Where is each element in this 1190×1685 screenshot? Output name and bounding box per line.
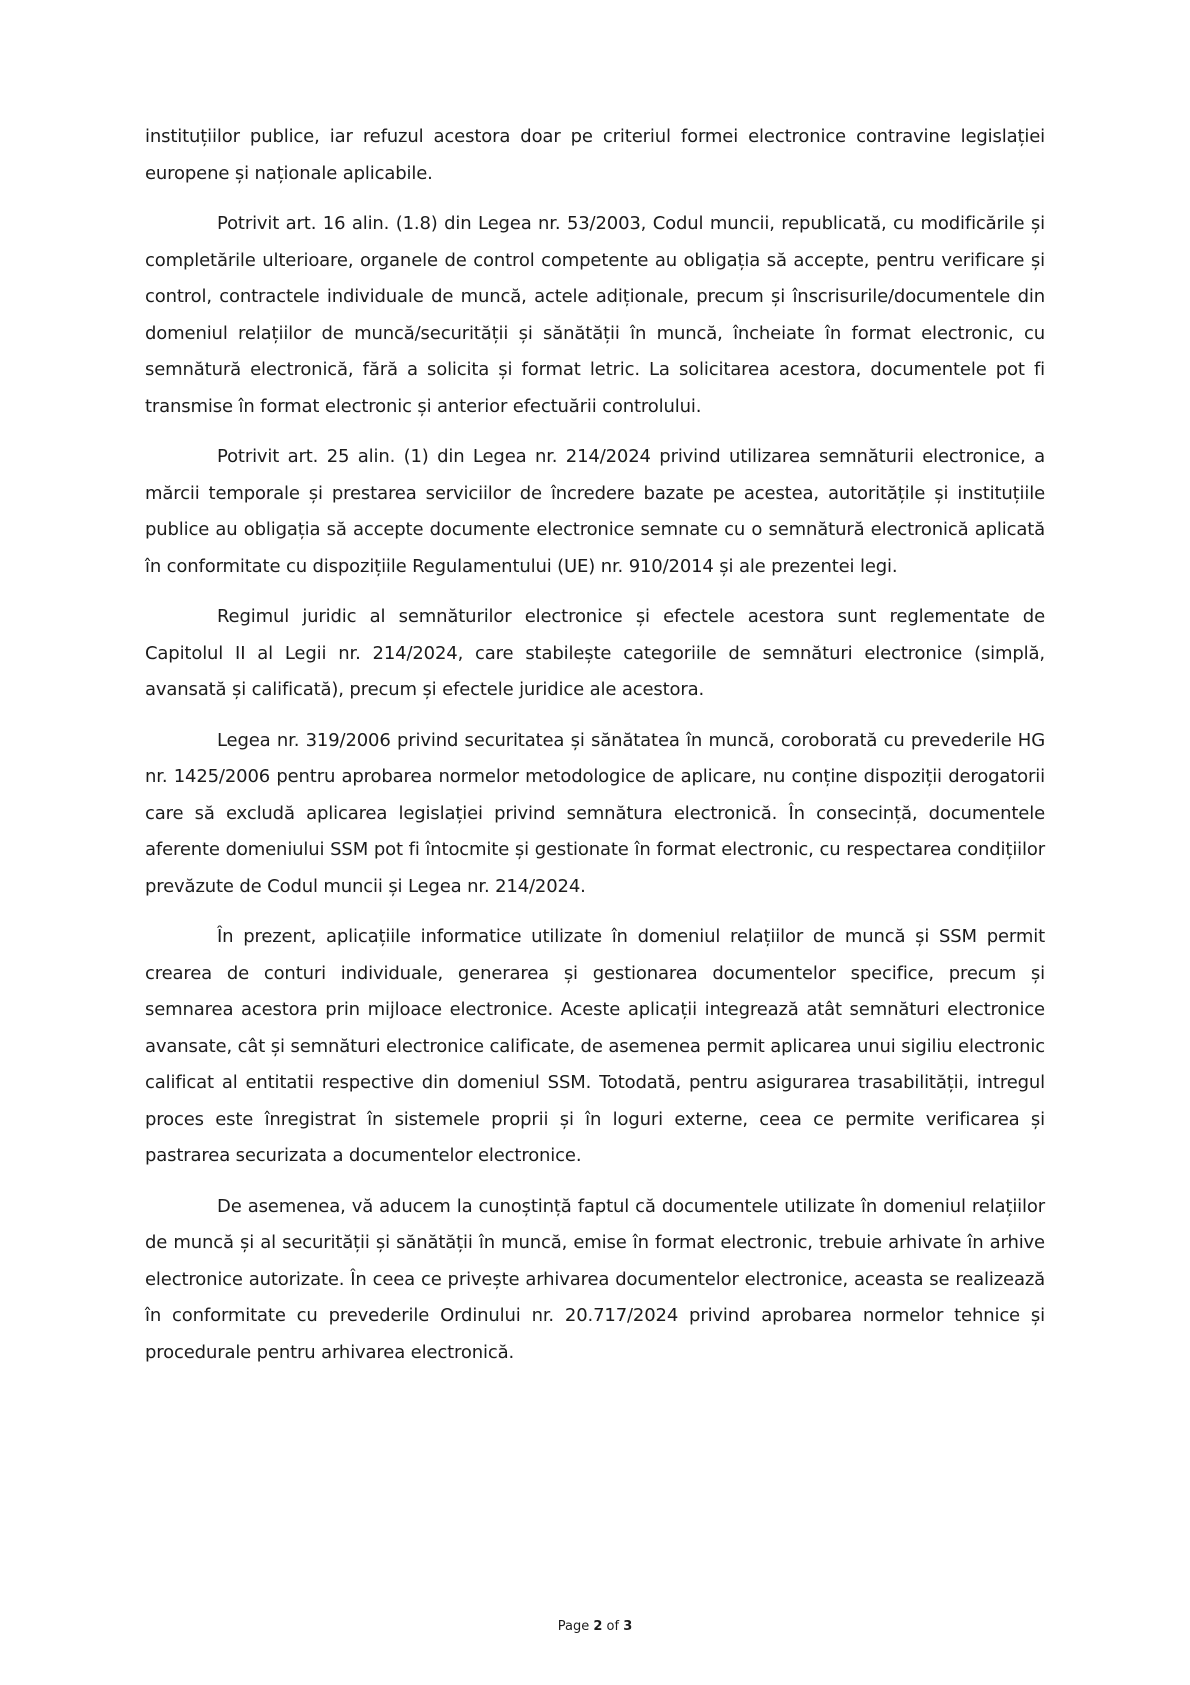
paragraph-arhivare: De asemenea, vă aducem la cunoștință faptul că documentele utilizate în domeniul relațiilor de muncă și al securității și sănătății în muncă, emise în format electronic, trebuie arhivate în arhive electronice autorizate. În ceea ce privește arhivarea documentelor electronice, aceasta se realizează în conformitate cu prevederile Ordinului nr. 20.717/2024 privind aprobarea normelor tehnice și procedurale pentru arhivarea electronică. [145,1195,1045,1363]
paragraph-continuation: instituțiilor publice, iar refuzul acestora doar pe criteriul formei electronice contravine legislației europene și naționale aplicabile. [145,126,1045,184]
total-pages-number: 3 [623,1619,633,1634]
current-page-number: 2 [593,1619,603,1634]
page-word: Page [557,1619,590,1634]
paragraph-aplicatii-informatice: În prezent, aplicațiile informatice utilizate în domeniul relațiilor de muncă și SSM permit crearea de conturi individuale, generarea și gestionarea documentelor specifice, precum și semnarea acestora prin mijloace electronice. Aceste aplicații integrează atât semnături electronice avansate, cât și semnături electronice calificate, de asemenea permit aplicarea unui sigiliu electronic calificat al entitatii respective din domeniul SSM. Totodată, pentru asigurarea trasabilității, intregul proces este înregistrat în sistemele proprii și în loguri externe, ceea ce permite verificarea și pastrarea securizata a documentelor electronice. [145,926,1045,1166]
paragraph-legea-214-art25: Potrivit art. 25 alin. (1) din Legea nr. 214/2024 privind utilizarea semnăturii electronice, a mărcii temporale și prestarea serviciilor de încredere bazate pe acestea, autoritățile și instituțiile publice au obligația să accepte documente electronice semnate cu o semnătură electronică aplicată în conformitate cu dispozițiile Regulamentului (UE) nr. 910/2014 și ale prezentei legi. [145,446,1045,577]
paragraph-regim-juridic: Regimul juridic al semnăturilor electronice și efectele acestora sunt reglementate de Capitolul II al Legii nr. 214/2024, care stabilește categoriile de semnături electronice (simplă, avansată și calificată), precum și efectele juridice ale acestora. [145,606,1045,700]
page-footer [0,1619,1190,1634]
paragraph-legea-319: Legea nr. 319/2006 privind securitatea și sănătatea în muncă, coroborată cu prevederile HG nr. 1425/2006 pentru aprobarea normelor metodologice de aplicare, nu conține dispoziții derogatorii care să excludă aplicarea legislației privind semnătura electronică. În consecință, documentele aferente domeniului SSM pot fi întocmite și gestionate în format electronic, cu respectarea condițiilor prevăzute de Codul muncii și Legea nr. 214/2024. [145,729,1045,897]
document-body [145,119,1045,1385]
paragraph-codul-muncii: Potrivit art. 16 alin. (1.8) din Legea nr. 53/2003, Codul muncii, republicată, cu modificările și completările ulterioare, organele de control competente au obligația să accepte, pentru verificare și control, contractele individuale de muncă, actele adiționale, precum și înscrisurile/documentele din domeniul relațiilor de muncă/securității și sănătății în muncă, încheiate în format electronic, cu semnătură electronică, fără a solicita și format letric. La solicitarea acestora, documentele pot fi transmise în format electronic și anterior efectuării controlului. [145,213,1045,417]
of-word: of [606,1619,620,1634]
